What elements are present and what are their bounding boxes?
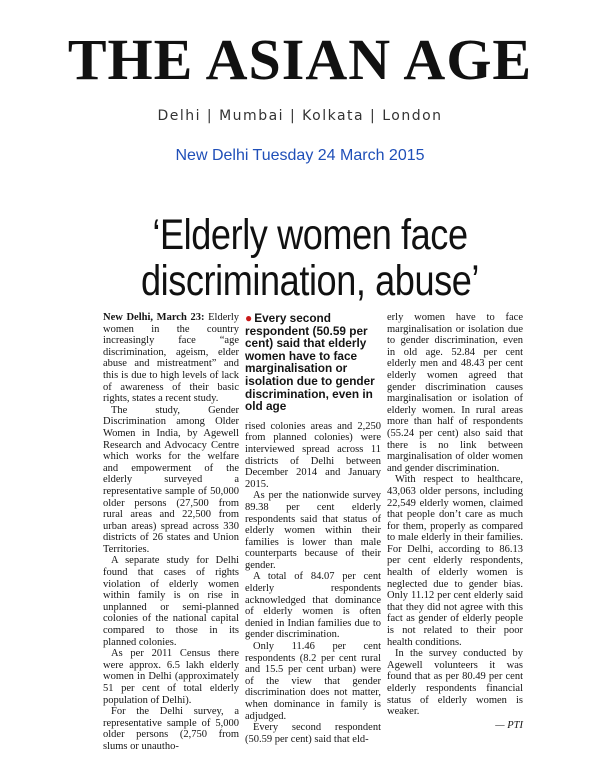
byline: New Delhi, March 23: [103, 312, 205, 323]
paragraph: With respect to healthcare, 43,063 older persons, including 22,549 elderly women, claimed that people don’t care as much for them, properly as compared to male elderly in their families. For Delhi, according to 86.13 per cent elderly respondents, health of elderly women is neglected due to gender bias. Only 11.12 per cent elderly said that they did not agree with this fact as gender of elderly people is not related to their poor health conditions. [387, 474, 523, 648]
masthead-title: THE ASIAN AGE [67, 27, 533, 92]
paragraph: rised colonies areas and 2,250 from planned colonies) were interviewed spread across 11 districts of Delhi between December 2014 and January 2015. [245, 420, 381, 490]
article-column-1 [103, 312, 240, 752]
paragraph: For the Delhi survey, a representative sample of 5,000 older persons (2,750 from slums or unautho- [103, 706, 239, 752]
paragraph: Every second respondent (50.59 per cent) said that eld- [245, 722, 381, 745]
article-body [103, 311, 523, 752]
paragraph: New Delhi, March 23: Elderly women in the country increasingly face “age discrimination, ageism, elder abuse and mistreatment” and this is due to high levels of lack of awareness of their basic rights, states a recent study. [103, 312, 240, 405]
headline-line-2: discrimination, abuse’ [140, 257, 480, 305]
paragraph: The study, Gender Discrimination among Older Women in India, by Agewell Research and Advocacy Centre which works for the welfare and empowerment of the elderly surveyed a representative sample of 50,000 older persons (27,500 from rural areas and 22,500 from urban areas) spread across 330 districts of 26 states and Union Territories. [103, 404, 239, 555]
article-column-3 [387, 312, 523, 731]
pull-quote: ● Every second respondent (50.59 per cent) said that elderly women have to face marginalisation or isolation due to gender discrimination, even in old age [245, 311, 375, 414]
paragraph: As per the nationwide survey 89.38 per cent elderly respondents said that status of elderly women within their families is lower than male counterparts because of their gender. [245, 490, 381, 571]
paragraph: A total of 84.07 per cent elderly respondents acknowledged that dominance of elderly women is often denied in Indian families due to gender discrimination. [245, 571, 381, 641]
paragraph: Only 11.46 per cent respondents (8.2 per cent rural and 15.5 per cent urban) were of the view that gender discrimination does not matter, when dominance in family is adjudged. [245, 641, 381, 722]
bullet-icon: ● [245, 311, 253, 325]
paragraph: A separate study for Delhi found that cases of rights violation of elderly women within family is on rise in unplanned or semi-planned colonies of the national capital compared to those in its planned colonies. [103, 555, 239, 648]
paragraph: erly women have to face marginalisation or isolation due to gender discrimination, even in old age. 52.84 per cent elderly men and 48.43 per cent elderly women agreed that gender discrimination causes marginalisation or isolation of elderly women. In rural areas more than half of respondents (55.24 per cent) also said that there is no link between marginalisation of older women and gender discrimination. [387, 312, 523, 474]
paragraph: As per 2011 Census there were approx. 6.5 lakh elderly women in Delhi (approximately 51 per cent of total elderly population of Delhi). [103, 648, 239, 706]
masthead-cities: Delhi | Mumbai | Kolkata | London [157, 108, 443, 124]
news-agency-credit: — PTI [495, 719, 523, 731]
headline-line-1: ‘Elderly women face [152, 211, 468, 259]
article-column-2 [245, 311, 381, 745]
dateline: New Delhi Tuesday 24 March 2015 [175, 147, 425, 164]
paragraph: In the survey conducted by Agewell volunteers it was found that as per 80.49 per cent elderly respondents financial status of elderly women is weaker. [387, 648, 523, 718]
article-headline [117, 212, 503, 304]
